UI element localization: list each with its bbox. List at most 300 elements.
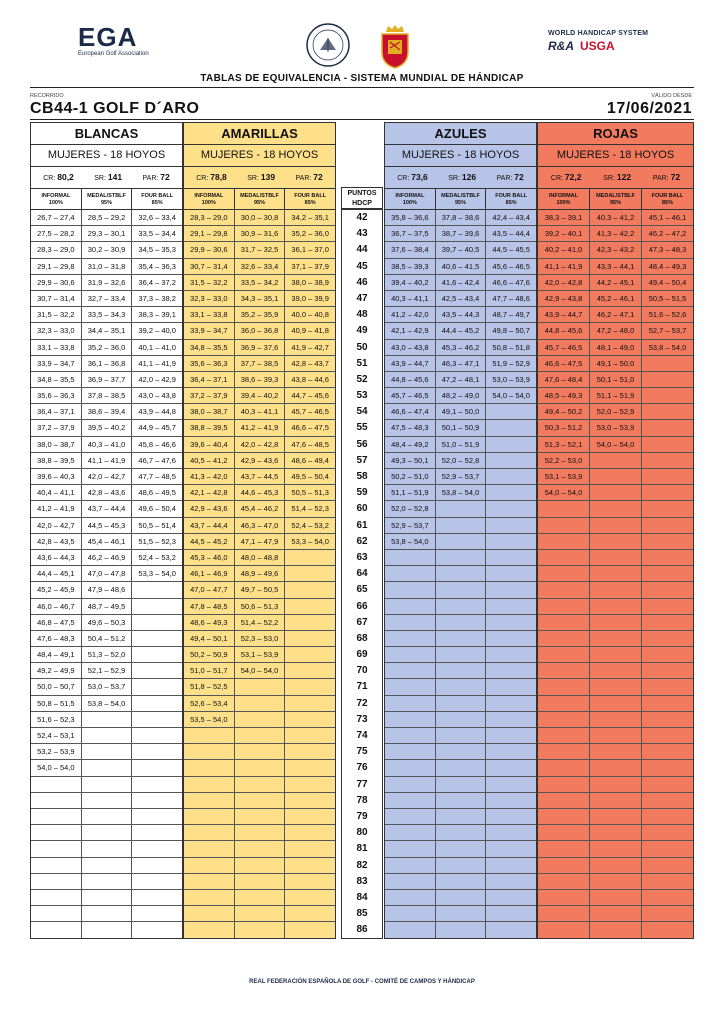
table-cell [132,599,182,614]
table-row [385,631,536,647]
table-cell: 53,0 – 53,7 [82,679,133,694]
table-cell [486,566,536,581]
table-cell: 54,0 – 54,0 [235,663,286,678]
table-row [31,534,182,550]
table-cell [436,906,487,921]
column-header: FOUR BALL 85% [294,193,327,206]
tee-subtitle: MUJERES - 18 HOYOS [538,145,693,167]
table-cell [285,760,335,775]
table-cell [538,501,590,516]
table-cell [538,809,590,824]
table-row [538,323,693,339]
table-cell: 49,4 – 50,4 [648,277,687,287]
table-cell: 33,5 – 34,4 [138,229,176,239]
table-cell: 40,3 – 41,1 [385,291,436,306]
table-cell: 41,1 – 41,9 [82,453,133,468]
table-cell [590,890,642,905]
table-cell [538,534,590,549]
table-cell: 28,5 – 29,2 [82,210,133,225]
table-cell [184,841,235,856]
table-row [184,663,335,679]
table-row [184,809,335,825]
table-row [385,728,536,744]
table-cell [590,906,642,921]
points-value: 77 [356,778,368,790]
table-cell: 47,3 – 48,3 [648,245,687,255]
table-cell: 53,1 – 53,9 [538,469,590,484]
points-value: 82 [356,859,368,871]
table-cell [486,615,536,630]
table-cell: 33,1 – 33,8 [184,307,235,322]
table-row [31,696,182,712]
table-row [538,566,693,582]
table-cell [285,679,335,694]
table-cell: 47,7 – 48,6 [492,293,530,303]
table-cell [590,874,642,889]
table-cell: 43,0 – 43,8 [385,340,436,355]
table-cell: 52,4 – 53,1 [31,728,82,743]
table-cell: 43,9 – 44,7 [538,307,590,322]
points-value: 48 [356,309,368,321]
table-row [184,712,335,728]
table-row [538,906,693,922]
table-cell: 46,6 – 47,6 [492,277,530,287]
table-cell: 46,3 – 47,1 [436,356,487,371]
table-cell [486,518,536,533]
table-cell: 38,5 – 39,3 [385,259,436,274]
points-value: 69 [356,649,368,661]
table-cell: 51,5 – 52,3 [138,536,176,546]
table-cell [184,858,235,873]
table-cell [436,793,487,808]
table-cell: 41,9 – 42,7 [291,342,329,352]
table-cell [486,890,536,905]
table-cell: 31,7 – 32,5 [235,242,286,257]
tee-ratings [31,167,182,189]
table-row [538,372,693,388]
table-cell [538,582,590,597]
table-row [184,631,335,647]
table-cell: 39,2 – 40,1 [538,226,590,241]
table-row [538,890,693,906]
course-name: CB44-1 GOLF D´ARO [30,100,200,117]
table-row [184,404,335,420]
table-row [184,922,335,938]
table-cell [132,631,182,646]
table-cell: 41,1 – 41,9 [538,259,590,274]
cr-value: CR: 73,6 [397,172,428,182]
table-cell [436,712,487,727]
table-cell [538,631,590,646]
table-cell [184,793,235,808]
table-cell [285,744,335,759]
table-cell [590,518,642,533]
column-headers [184,189,335,211]
table-cell: 46,1 – 46,9 [184,566,235,581]
table-cell [486,760,536,775]
table-cell [285,566,335,581]
table-cell [385,631,436,646]
table-row [538,210,693,226]
cr-value: CR: 72,2 [550,172,582,182]
table-row [385,696,536,712]
table-row [31,663,182,679]
table-cell [486,906,536,921]
table-row [385,712,536,728]
table-cell [436,679,487,694]
table-cell [82,874,133,889]
table-cell: 42,1 – 42,9 [385,323,436,338]
table-cell [538,760,590,775]
table-cell [590,760,642,775]
table-cell: 50,2 – 50,9 [184,647,235,662]
table-cell [486,825,536,840]
table-row [184,874,335,890]
table-cell [590,825,642,840]
table-cell [642,372,693,387]
table-cell [235,858,286,873]
table-row [31,226,182,242]
table-cell: 39,4 – 40,2 [385,275,436,290]
table-cell [82,890,133,905]
table-row [184,356,335,372]
tee-name: AZULES [385,123,536,145]
table-cell [385,922,436,938]
table-cell [642,485,693,500]
table-cell: 52,4 – 53,2 [291,520,329,530]
table-cell: 52,9 – 53,7 [436,469,487,484]
table-row [385,437,536,453]
table-row [31,356,182,372]
tee-subtitle: MUJERES - 18 HOYOS [385,145,536,167]
table-row [385,210,536,226]
table-row [184,501,335,517]
table-cell: 38,7 – 39,6 [436,226,487,241]
table-cell: 43,3 – 44,1 [590,259,642,274]
table-row [538,793,693,809]
table-cell [436,647,487,662]
table-row [184,728,335,744]
table-cell [235,841,286,856]
table-cell: 53,0 – 53,9 [590,420,642,435]
points-value: 62 [356,535,368,547]
table-cell [82,712,133,727]
table-cell [642,631,693,646]
table-cell [642,663,693,678]
table-cell: 42,8 – 43,6 [82,485,133,500]
table-cell [285,728,335,743]
table-cell [285,599,335,614]
table-row [31,744,182,760]
table-cell: 46,6 – 47,5 [291,423,329,433]
table-cell: 50,8 – 51,5 [31,696,82,711]
table-cell: 45,7 – 46,5 [538,340,590,355]
table-row [31,809,182,825]
table-row [538,809,693,825]
table-cell: 38,3 – 39,1 [138,310,176,320]
table-cell: 47,2 – 48,1 [436,372,487,387]
table-cell: 29,3 – 30,1 [82,226,133,241]
tee-ratings [538,167,693,189]
tee-header-azules [384,122,537,212]
table-cell [31,922,82,938]
table-cell: 49,6 – 50,4 [138,504,176,514]
table-cell [590,696,642,711]
table-cell [538,599,590,614]
table-row [184,793,335,809]
table-cell [642,518,693,533]
table-cell [235,890,286,905]
table-cell: 51,0 – 51,9 [436,437,487,452]
table-cell: 36,4 – 37,1 [31,404,82,419]
table-cell [385,793,436,808]
table-cell [235,809,286,824]
table-cell: 40,1 – 41,0 [138,342,176,352]
table-row [31,501,182,517]
points-value: 76 [356,762,368,774]
table-row [538,841,693,857]
table-row [31,420,182,436]
table-cell [31,793,82,808]
table-row [538,259,693,275]
table-cell: 39,6 – 40,4 [184,437,235,452]
table-cell: 48,4 – 49,1 [31,647,82,662]
table-cell: 42,8 – 43,7 [291,358,329,368]
table-cell [642,566,693,581]
table-cell [486,599,536,614]
table-cell [590,712,642,727]
table-cell: 43,7 – 44,5 [235,469,286,484]
table-cell: 50,5 – 51,4 [138,520,176,530]
table-cell [538,825,590,840]
table-cell [538,696,590,711]
table-cell: 29,1 – 29,8 [31,259,82,274]
table-cell: 44,8 – 45,6 [538,323,590,338]
table-row [538,242,693,258]
table-row [538,728,693,744]
table-row [385,340,536,356]
table-row [31,210,182,226]
table-cell [590,841,642,856]
table-row [538,469,693,485]
table-cell [82,793,133,808]
table-row [31,437,182,453]
table-row [538,582,693,598]
column-headers [385,189,536,211]
table-cell: 33,5 – 34,3 [82,307,133,322]
table-row [385,566,536,582]
table-cell [436,760,487,775]
table-cell: 35,4 – 36,3 [138,261,176,271]
table-cell: 51,4 – 52,2 [235,615,286,630]
table-cell: 53,8 – 54,0 [82,696,133,711]
table-cell: 48,0 – 48,8 [235,550,286,565]
table-cell [642,453,693,468]
table-cell [132,744,182,759]
table-cell: 54,0 – 54,0 [31,760,82,775]
table-cell: 47,7 – 48,5 [138,472,176,481]
table-row [31,307,182,323]
table-row [184,696,335,712]
table-cell: 50,5 – 51,3 [291,488,329,498]
table-cell [184,825,235,840]
table-cell: 44,2 – 45,1 [590,275,642,290]
table-cell [385,647,436,662]
table-cell [184,809,235,824]
par-value: PAR: 72 [295,172,323,182]
table-cell [590,809,642,824]
table-row [31,874,182,890]
table-cell [385,874,436,889]
column-header: MEDAL/STBLF 95% [82,189,133,211]
table-cell: 36,1 – 37,0 [291,245,329,255]
table-cell [642,420,693,435]
table-cell [385,744,436,759]
table-row [385,599,536,615]
table-cell: 39,2 – 40,0 [138,326,176,336]
table-row [31,631,182,647]
table-cell [538,647,590,662]
table-cell [642,582,693,597]
table-cell: 40,3 – 41,0 [82,437,133,452]
table-row [385,259,536,275]
table-row [184,388,335,404]
column-header: MEDAL/STBLF 95% [590,189,642,211]
table-cell [385,712,436,727]
table-row [31,777,182,793]
table-cell [436,599,487,614]
table-cell [590,744,642,759]
table-row [385,356,536,372]
table-cell: 51,8 – 52,5 [184,679,235,694]
table-cell: 47,2 – 48,0 [590,323,642,338]
table-cell [538,793,590,808]
table-cell [642,534,693,549]
table-cell: 26,7 – 27,4 [31,210,82,225]
table-cell [184,890,235,905]
table-cell [538,744,590,759]
table-cell [285,874,335,889]
points-value: 78 [356,794,368,806]
table-cell [486,728,536,743]
table-cell: 34,3 – 35,1 [235,291,286,306]
table-cell: 45,3 – 46,0 [184,550,235,565]
table-cell [31,890,82,905]
table-cell [590,663,642,678]
table-cell: 49,3 – 50,1 [385,453,436,468]
points-value: 85 [356,908,368,920]
column-headers [538,189,693,211]
footer: REAL FEDERACIÓN ESPAÑOLA DE GOLF - COMITÉ DE CAMPOS Y HÁNDICAP [249,979,475,985]
table-cell [642,356,693,371]
table-cell [436,615,487,630]
table-cell: 50,1 – 50,9 [436,420,487,435]
points-value: 71 [356,681,368,693]
table-cell: 38,3 – 39,1 [538,210,590,225]
table-cell [486,793,536,808]
table-cell: 40,9 – 41,8 [291,326,329,336]
table-cell [436,890,487,905]
usga-logo: USGA [580,39,615,53]
table-cell [31,841,82,856]
table-cell: 49,8 – 50,7 [492,326,530,336]
par-value: PAR: 72 [142,172,170,182]
table-cell: 49,4 – 50,1 [184,631,235,646]
table-row [385,760,536,776]
table-cell [486,550,536,565]
table-cell [436,566,487,581]
table-cell: 48,1 – 49,0 [590,340,642,355]
tee-header-amarillas [183,122,336,212]
valido-label: VÁLIDO DESDE [651,93,692,99]
tee-grid-blancas [30,209,183,939]
table-cell: 36,4 – 37,1 [184,372,235,387]
table-cell: 51,3 – 52,0 [82,647,133,662]
table-cell: 42,0 – 42,7 [82,469,133,484]
table-row [31,841,182,857]
table-cell: 45,2 – 45,9 [31,582,82,597]
table-cell: 50,1 – 51,0 [590,372,642,387]
table-cell: 54,0 – 54,0 [590,437,642,452]
table-cell [538,874,590,889]
table-cell: 32,6 – 33,4 [235,259,286,274]
table-cell: 42,9 – 43,8 [538,291,590,306]
recorrido-label: RECORRIDO [30,93,64,99]
table-row [538,420,693,436]
page-title: TABLAS DE EQUIVALENCIA - SISTEMA MUNDIAL DE HÁNDICAP [200,73,524,84]
table-cell: 42,9 – 43,6 [184,501,235,516]
table-cell: 46,8 – 47,5 [31,615,82,630]
points-value: 55 [356,422,368,434]
table-row [538,453,693,469]
table-cell: 53,0 – 53,9 [492,374,530,384]
table-cell [132,906,182,921]
points-value: 70 [356,665,368,677]
table-cell [436,809,487,824]
table-row [385,518,536,534]
table-cell [385,599,436,614]
table-row [31,340,182,356]
table-cell: 40,4 – 41,1 [31,485,82,500]
course-divider [30,119,694,120]
table-cell: 52,6 – 53,4 [184,696,235,711]
table-cell [590,793,642,808]
table-cell [385,615,436,630]
table-cell: 46,7 – 47,6 [138,455,176,465]
table-cell [385,825,436,840]
table-row [385,534,536,550]
table-cell: 52,7 – 53,7 [648,326,687,336]
table-row [385,809,536,825]
table-cell [436,582,487,597]
table-cell [642,696,693,711]
table-cell [82,825,133,840]
table-cell [132,712,182,727]
table-row [538,874,693,890]
table-cell [590,777,642,792]
points-value: 52 [356,373,368,385]
table-cell: 41,6 – 42,4 [436,275,487,290]
table-cell: 50,2 – 51,0 [385,469,436,484]
table-cell: 34,2 – 35,1 [291,213,329,222]
table-cell: 44,5 – 45,3 [82,518,133,533]
table-row [31,728,182,744]
table-cell: 50,8 – 51,8 [492,342,530,352]
table-cell [385,809,436,824]
sr-value: SR: 141 [94,172,123,182]
table-cell [132,922,182,938]
table-cell: 51,6 – 52,3 [31,712,82,727]
